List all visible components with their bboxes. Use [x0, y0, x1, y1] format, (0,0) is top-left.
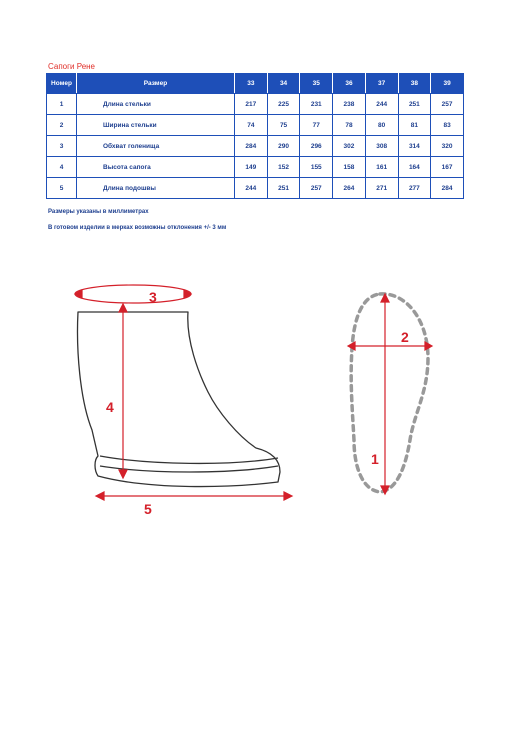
table-row	[47, 94, 464, 115]
row-number: 4	[47, 157, 77, 178]
table-row	[47, 115, 464, 136]
row-name: Ширина стельки	[77, 115, 235, 136]
table-cell: 217	[235, 94, 268, 115]
header-36: 36	[333, 74, 366, 94]
table-cell: 264	[333, 178, 366, 199]
header-35: 35	[300, 74, 333, 94]
table-cell: 83	[431, 115, 464, 136]
table-cell: 277	[398, 178, 431, 199]
table-cell: 308	[365, 136, 398, 157]
table-cell: 75	[267, 115, 300, 136]
table-cell: 290	[267, 136, 300, 157]
row-number: 2	[47, 115, 77, 136]
measure-1-label: 1	[371, 451, 379, 467]
table-cell: 244	[235, 178, 268, 199]
insole-outline-illustration	[351, 294, 428, 492]
header-37: 37	[365, 74, 398, 94]
measure-4-label: 4	[106, 399, 114, 415]
table-cell: 77	[300, 115, 333, 136]
header-33: 33	[235, 74, 268, 94]
table-cell: 302	[333, 136, 366, 157]
table-cell: 257	[300, 178, 333, 199]
table-cell: 152	[267, 157, 300, 178]
table-cell: 80	[365, 115, 398, 136]
table-cell: 225	[267, 94, 300, 115]
measure-3-label: 3	[149, 289, 157, 305]
row-number: 1	[47, 94, 77, 115]
row-name: Длина стельки	[77, 94, 235, 115]
tolerance-note: В готовом изделии в мерках возможны отклонения +/- 3 мм	[48, 225, 227, 231]
measure-5-arrow	[96, 492, 292, 500]
table-cell: 320	[431, 136, 464, 157]
header-38: 38	[398, 74, 431, 94]
measure-4-arrow	[119, 304, 127, 478]
table-cell: 238	[333, 94, 366, 115]
units-note: Размеры указаны в миллиметрах	[48, 209, 149, 215]
measure-5-label: 5	[144, 501, 152, 517]
table-cell: 271	[365, 178, 398, 199]
table-cell: 74	[235, 115, 268, 136]
table-cell: 155	[300, 157, 333, 178]
table-cell: 149	[235, 157, 268, 178]
measure-1-arrow	[381, 294, 389, 494]
row-name: Обхват голенища	[77, 136, 235, 157]
table-cell: 161	[365, 157, 398, 178]
measure-2-label: 2	[401, 329, 409, 345]
table-cell: 284	[431, 178, 464, 199]
table-header-row	[47, 74, 464, 94]
header-34: 34	[267, 74, 300, 94]
table-cell: 81	[398, 115, 431, 136]
table-row	[47, 136, 464, 157]
table-row	[47, 178, 464, 199]
row-number: 5	[47, 178, 77, 199]
measurement-diagram	[0, 270, 512, 530]
table-cell: 296	[300, 136, 333, 157]
table-cell: 244	[365, 94, 398, 115]
measure-2-arrow	[348, 342, 432, 350]
table-cell: 251	[267, 178, 300, 199]
header-number: Номер	[47, 74, 77, 94]
table-cell: 167	[431, 157, 464, 178]
table-cell: 231	[300, 94, 333, 115]
row-name: Высота сапога	[77, 157, 235, 178]
table-cell: 164	[398, 157, 431, 178]
table-cell: 257	[431, 94, 464, 115]
size-table	[46, 73, 464, 199]
header-39: 39	[431, 74, 464, 94]
table-row	[47, 157, 464, 178]
table-cell: 158	[333, 157, 366, 178]
table-cell: 314	[398, 136, 431, 157]
measure-3-arrow	[75, 285, 191, 303]
row-number: 3	[47, 136, 77, 157]
table-cell: 284	[235, 136, 268, 157]
table-cell: 251	[398, 94, 431, 115]
header-size: Размер	[77, 74, 235, 94]
table-cell: 78	[333, 115, 366, 136]
page-title: Сапоги Рене	[48, 62, 96, 71]
row-name: Длина подошвы	[77, 178, 235, 199]
